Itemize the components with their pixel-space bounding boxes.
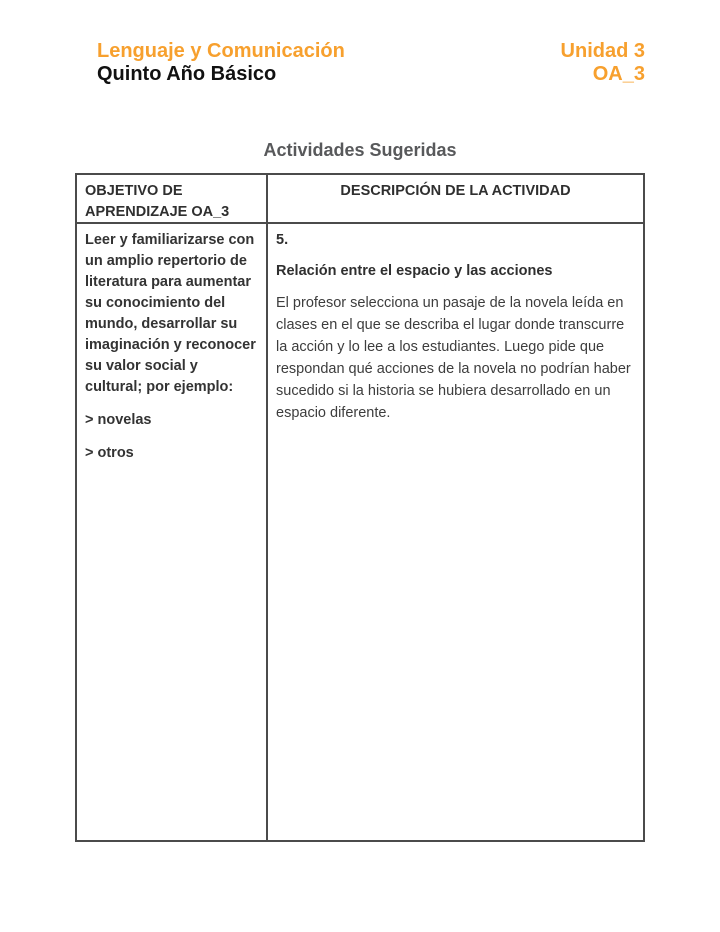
activities-table: [75, 173, 645, 842]
document-header: [97, 40, 645, 86]
objective-cell: [77, 224, 268, 840]
oa-code-label: OA_3: [592, 63, 645, 85]
activity-description: El profesor selecciona un pasaje de la novela leída en clases en el que se describa el lugar donde transcurre la acción y lo lee a los estudiantes. Luego pide que respondan qué acciones de la novela no podrían haber sucedido si la historia se hubiera desarrollado en un espacio diferente.: [276, 295, 631, 421]
activity-subtitle: Relación entre el espacio y las acciones: [276, 263, 553, 279]
objective-bullet-otros: > otros: [85, 445, 134, 461]
page-title: Actividades Sugeridas: [263, 140, 457, 160]
objective-paragraph: Leer y familiarizarse con un amplio repertorio de literatura para aumentar su conocimiento del mundo, desarrollar su imaginación y reconocer su valor social y cultural; por ejemplo:: [85, 232, 256, 395]
grade-title: Quinto Año Básico: [97, 63, 277, 85]
header-left-block: [97, 40, 345, 86]
table-header-objective: OBJETIVO DE APRENDIZAJE OA_3: [77, 175, 268, 224]
activity-cell: [268, 224, 643, 840]
unit-label: Unidad 3: [560, 40, 645, 62]
subject-title: Lenguaje y Comunicación: [97, 40, 345, 62]
table-header-description: DESCRIPCIÓN DE LA ACTIVIDAD: [268, 175, 643, 224]
header-right-block: [561, 40, 645, 86]
objective-bullet-novelas: > novelas: [85, 412, 152, 428]
activity-number: 5.: [276, 232, 289, 248]
